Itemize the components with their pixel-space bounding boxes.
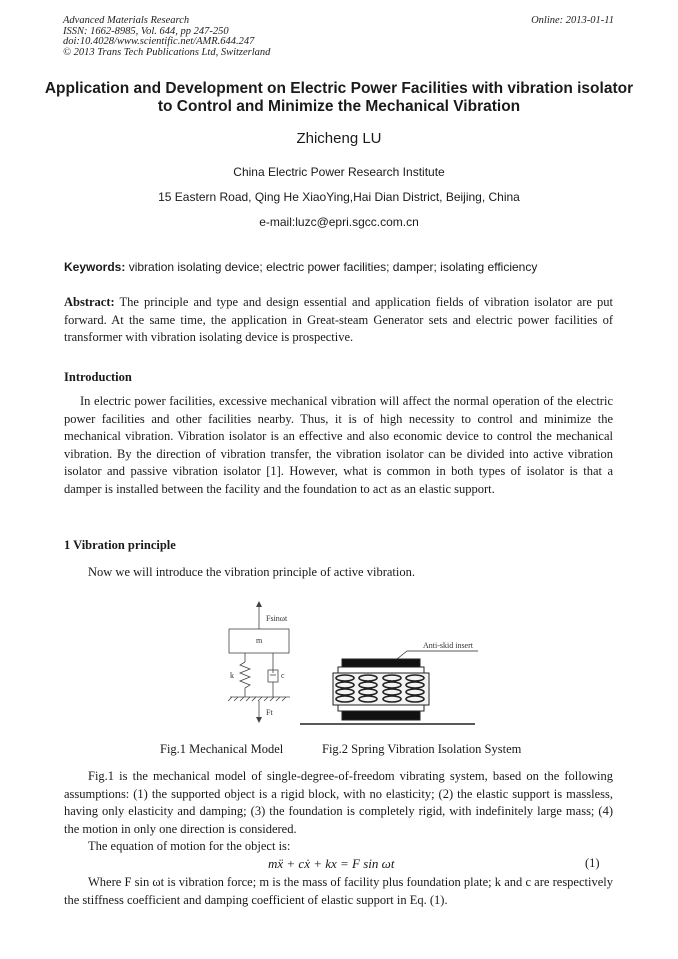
bottom-flange [338, 705, 424, 711]
keywords [64, 260, 614, 274]
fig1-description: Fig.1 is the mechanical model of single-degree-of-freedom vibrating system, based on the following assumptions: (1) the supported object is a rigid block, with no elasticity; (2) the elastic support is massless, having only elasticity and damping; (3) the foundation is completely rigid, with indefinitely large mass; (4) the motion in only one direction is considered. [64, 769, 613, 836]
bottom-plate [342, 711, 420, 720]
top-plate [342, 659, 420, 667]
spring-coil [240, 662, 250, 688]
online-date: Online: 2013-01-11 [531, 15, 614, 26]
abstract [64, 294, 613, 347]
ft-arrowhead [256, 717, 262, 723]
section1-heading: 1 Vibration principle [64, 538, 176, 552]
equation-of-motion: mẍ + cẋ + kx = F sin ωt [268, 856, 395, 871]
paper-title: Application and Development on Electric Power Facilities with vibration isolator to Control and Minimize the Mechanical Vibration [44, 80, 634, 115]
fig1-mechanical-model [228, 601, 290, 723]
spring-housing [333, 673, 429, 705]
journal-name: Advanced Materials Research [63, 15, 190, 26]
keywords-text: vibration isolating device; electric power facilities; damper; isolating efficiency [125, 260, 538, 274]
introduction-paragraph: In electric power facilities, excessive mechanical vibration will affect the normal operation of the electric power facilities and other facilities nearby. Thus, it is of high necessity to control and minimize the mechanical vibration. Vibration isolator is an effective and also economic device to control the mechanical vibration. By the direction of vibration transfer, the vibration isolator can be divided into active vibration isolator and passive vibration isolator [1]. However, what is common in both types of isolator is that a damper is installed between the facility and the foundation to act as an elastic support. [64, 394, 613, 496]
abstract-label: Abstract: [64, 295, 115, 309]
doi-line: doi:10.4028/www.scientific.net/AMR.644.247 [63, 36, 255, 47]
affiliation-institute: China Electric Power Research Institute [233, 165, 445, 179]
fig1-spring-label: k [230, 671, 234, 680]
fig2-insert-label: Anti-skid insert [423, 641, 473, 650]
fig1-caption: Fig.1 Mechanical Model [160, 742, 284, 756]
introduction-heading: Introduction [64, 370, 132, 384]
abstract-text: The principle and type and design essential and application fields of vibration isolator are put forward. At the same time, the application in Great-steam Generator sets and electric power facilities of transformer with vibration isolating device is prospective. [64, 295, 613, 345]
affiliation-address: 15 Eastern Road, Qing He XiaoYing,Hai Dian District, Beijing, China [158, 190, 520, 204]
section1-intro: Now we will introduce the vibration principle of active vibration. [88, 565, 415, 579]
mass-block [229, 629, 289, 653]
top-flange [338, 667, 424, 673]
keywords-label: Keywords: [64, 260, 126, 274]
fig2-caption: Fig.2 Spring Vibration Isolation System [322, 742, 522, 756]
author-email: e-mail:luzc@epri.sgcc.com.cn [259, 215, 419, 229]
fig2-spring-isolator [300, 651, 478, 724]
issn-line: ISSN: 1662-8985, Vol. 644, pp 247-250 [63, 25, 229, 37]
insert-leader-d [397, 651, 407, 659]
fig1-ft-label: Ft [266, 708, 273, 717]
equation-intro: The equation of motion for the object is: [88, 839, 291, 853]
spring-coils [336, 675, 424, 702]
ground-hatch [228, 697, 286, 701]
force-arrowhead [256, 601, 262, 607]
damper-cylinder [268, 670, 278, 682]
copyright-line: © 2013 Trans Tech Publications Ltd, Switzerland [63, 46, 271, 58]
equation-number: (1) [585, 856, 600, 870]
equation-explanation: Where F sin ωt is vibration force; m is the mass of facility plus foundation plate; k and c are respectively the stiffness coefficient and damping coefficient of elastic support in Eq. (1). [64, 875, 613, 907]
fig1-force-label: Fsinωt [266, 614, 288, 623]
fig1-mass-label: m [256, 636, 263, 645]
author-name: Zhicheng LU [296, 130, 382, 147]
journal-header [63, 16, 270, 58]
fig1-damper-label: c [281, 671, 285, 680]
